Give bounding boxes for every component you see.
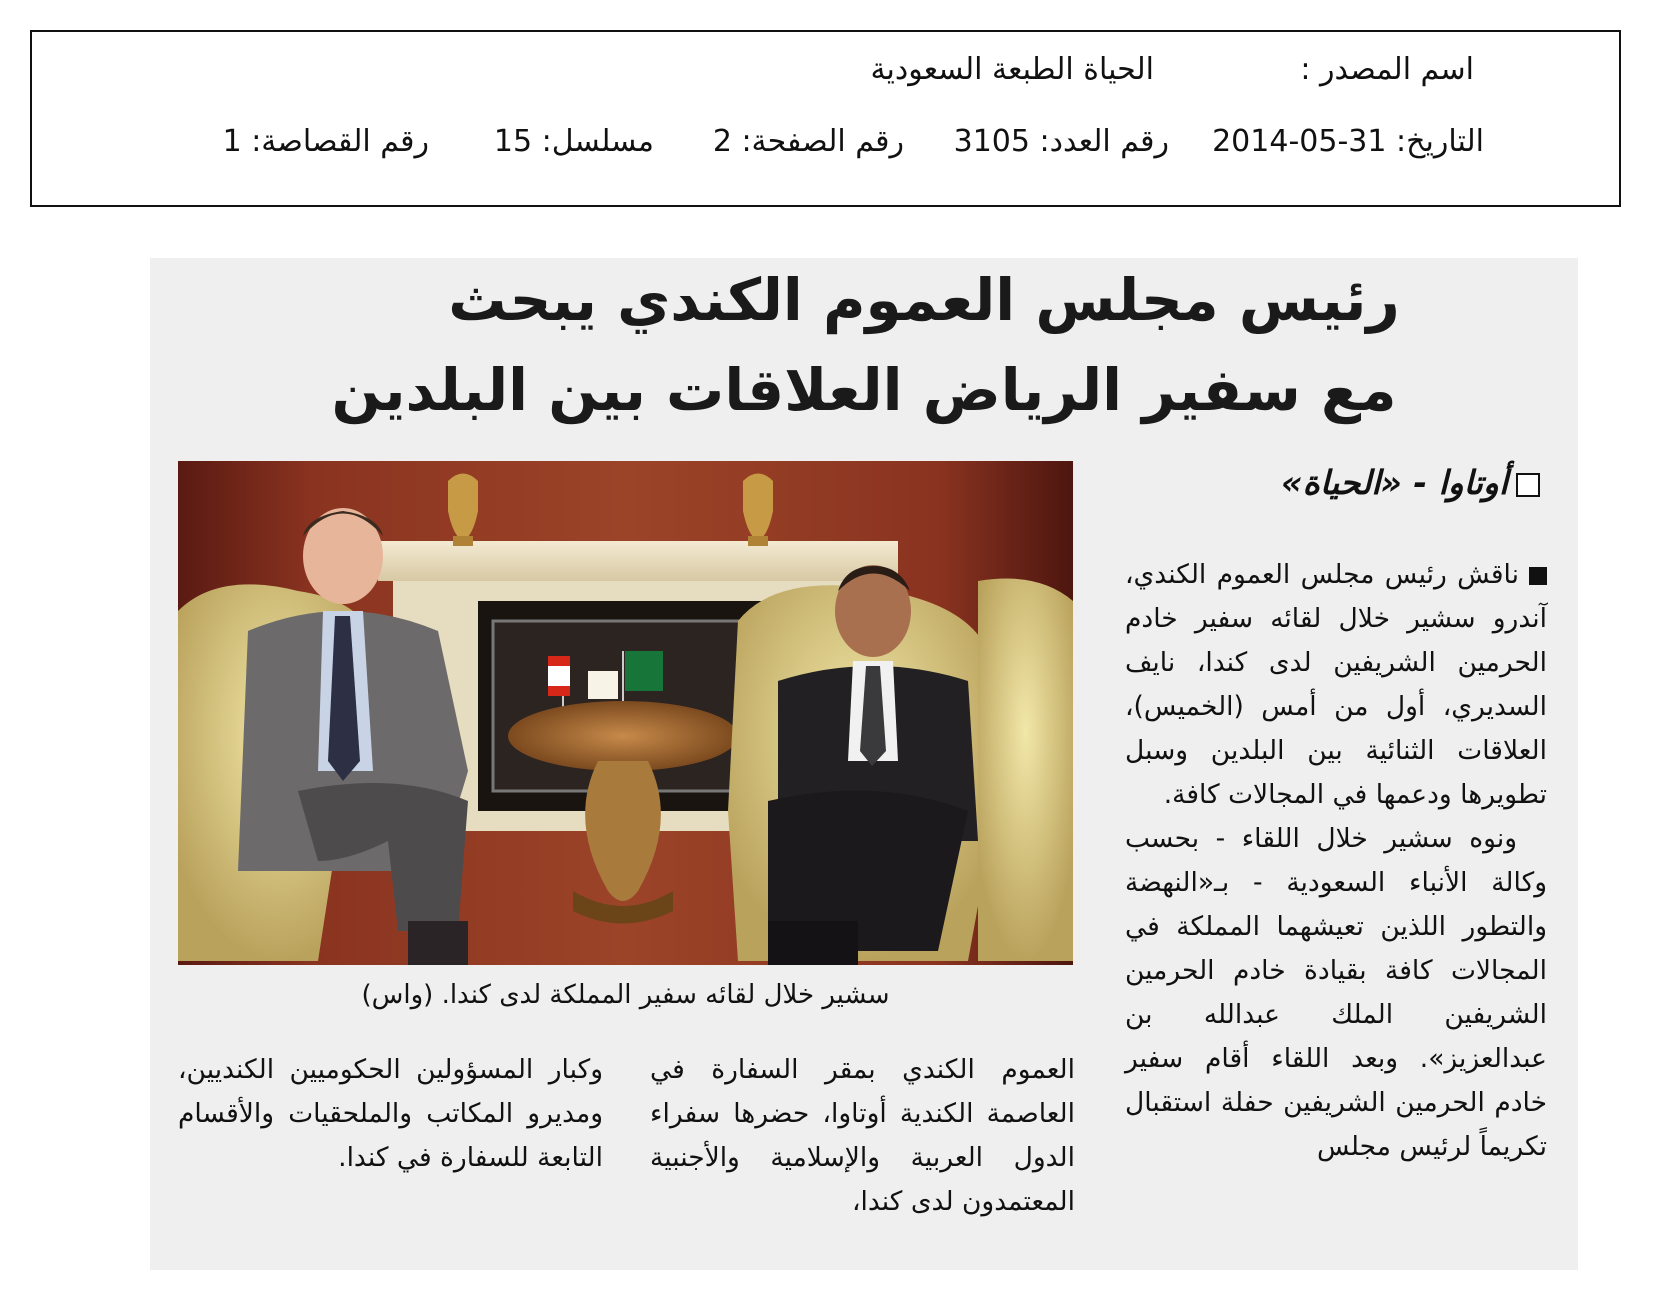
paragraph: وكبار المسؤولين الحكوميين الكنديين، ومديرو المكاتب والملحقيات والأقسام التابعة للسفارة في كندا. [178, 1054, 603, 1173]
dateline [1175, 463, 1540, 502]
serial-number: مسلسل: 15 [493, 124, 654, 159]
article-column-left [178, 1048, 603, 1180]
paragraph [1125, 553, 1547, 817]
paragraph: العموم الكندي بمقر السفارة في العاصمة الكندية أوتاوا، حضرها سفراء الدول العربية والإسلامية والأجنبية المعتمدون لدى كندا، [650, 1054, 1075, 1217]
article-column-middle [650, 1048, 1075, 1224]
paragraph-text: ونوه سشير خلال اللقاء - بحسب وكالة الأنباء السعودية - بـ«النهضة والتطور اللذين تعيشهما المملكة في المجالات كافة بقيادة خادم الحرمين الشريفين الملك عبدالله بن عبدالعزيز». وبعد اللقاء أقام سفير خادم الحرمين الشريفين حفلة استقبال تكريماً لرئيس مجلس [1125, 823, 1547, 1162]
meeting-photo-image [178, 461, 1073, 965]
dateline-text: أوتاوا - «الحياة» [1281, 463, 1508, 502]
page-number: رقم الصفحة: 2 [712, 124, 904, 159]
source-label: اسم المصدر : [1300, 52, 1474, 87]
clip-number: رقم القصاصة: 1 [222, 124, 429, 159]
dateline-box-icon [1516, 473, 1540, 497]
issue-number: رقم العدد: 3105 [953, 124, 1169, 159]
paragraph-text: ناقش رئيس مجلس العموم الكندي، آندرو سشير خلال لقائه سفير خادم الحرمين الشريفين لدى كندا، نايف السديري، أول من أمس (الخميس)، العلاقات الثنائية بين البلدين وسبل تطويرها ودعمها في المجالات كافة. [1125, 559, 1547, 810]
article-photo [178, 461, 1073, 965]
paragraph [1125, 817, 1547, 1169]
news-clipping [150, 258, 1578, 1270]
bullet-square-icon [1529, 567, 1547, 585]
headline-line-2: مع سفير الرياض العلاقات بين البلدين [331, 356, 1397, 424]
photo-caption: سشير خلال لقائه سفير المملكة لدى كندا. (واس) [361, 980, 890, 1010]
article-column-right [1125, 553, 1547, 1169]
source-info-box [30, 30, 1621, 207]
date-field: التاريخ: 31-05-2014 [1212, 124, 1484, 159]
headline-line-1: رئيس مجلس العموم الكندي يبحث [448, 266, 1400, 334]
source-value: الحياة الطبعة السعودية [870, 52, 1154, 87]
